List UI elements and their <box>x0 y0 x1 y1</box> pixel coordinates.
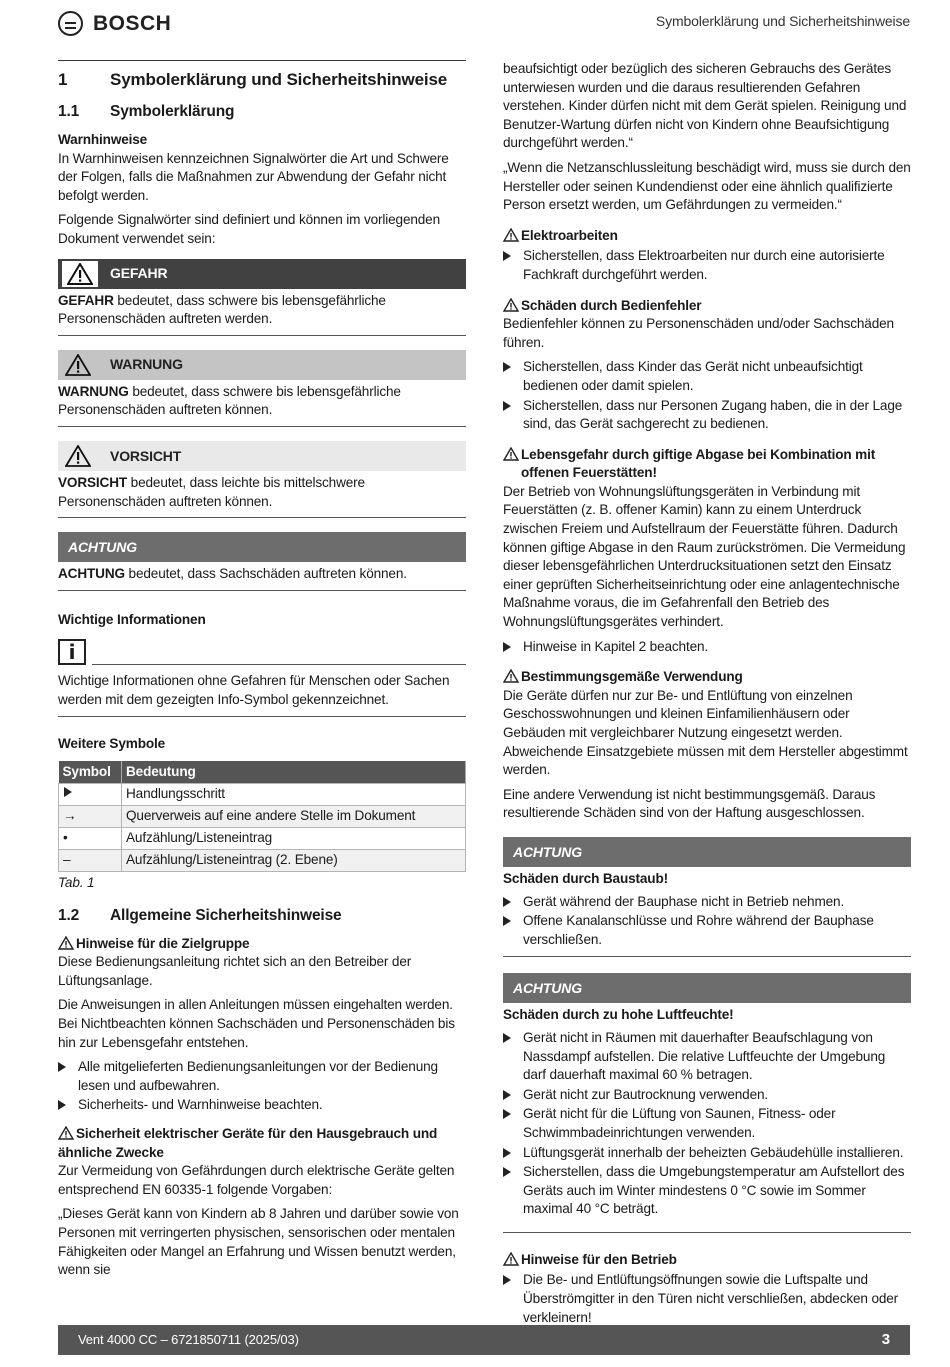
list-item <box>503 638 911 657</box>
list-item <box>503 1163 911 1219</box>
left-column <box>58 60 466 1286</box>
warnhinweise-heading: Warnhinweise <box>58 132 148 147</box>
signal-word: WARNUNG <box>110 356 183 373</box>
list-item-text: Sicherstellen, dass nur Personen Zugang haben, die in der Lage sind, das Gerät sachgerecht zu bedienen. <box>523 397 903 432</box>
warning-triangle-icon <box>503 669 519 683</box>
section-title: Allgemeine Sicherheitshinweise <box>110 906 342 924</box>
signal-word-bold: VORSICHT <box>58 474 128 490</box>
action-step-icon <box>503 1148 511 1158</box>
list-item <box>58 1096 466 1115</box>
achtung-box <box>503 1003 911 1226</box>
table-row <box>59 806 466 828</box>
list-item <box>503 397 911 434</box>
signal-warnung <box>58 350 466 380</box>
list-item-text: Sicherheits- und Warnhinweise beachten. <box>78 1097 323 1113</box>
list-item <box>503 1086 911 1105</box>
heading-text: Sicherheit elektrischer Geräte für den Hausgebrauch und ähnliche Zwecke <box>58 1126 438 1160</box>
warning-triangle-icon <box>503 447 519 461</box>
section-number: 1.1 <box>58 103 80 120</box>
action-step-icon <box>503 1275 511 1285</box>
table-row <box>59 850 466 872</box>
list-item <box>503 247 911 284</box>
table-cell-meaning: Querverweis auf eine andere Stelle im Dokument <box>122 806 466 828</box>
bullet-list <box>503 1029 911 1219</box>
list-item <box>503 1144 911 1163</box>
info-symbol-row <box>58 639 466 665</box>
table-cell-symbol: → <box>59 806 122 828</box>
page-number: 3 <box>881 1330 890 1348</box>
chapter-heading <box>58 60 466 91</box>
list-item-text: Sicherstellen, dass die Umgebungstemperatur am Aufstellort des Geräts auch im Winter mindestens 0 °C sowie im Sommer maximal 40 °C beträgt. <box>523 1164 905 1217</box>
paragraph: Diese Bedienungsanleitung richtet sich an den Betreiber der Lüftungsanlage. <box>58 954 412 988</box>
section-title: Symbolerklärung <box>110 103 235 120</box>
bullet-list <box>58 1058 466 1115</box>
signal-description <box>58 562 466 591</box>
warning-triangle-icon <box>503 228 519 242</box>
paragraph: Bedienfehler können zu Personenschäden und/oder Sachschäden führen. <box>503 316 894 350</box>
bullet-list <box>503 358 911 433</box>
list-item-text: Offene Kanalanschlüsse und Rohre während der Bauphase verschließen. <box>523 913 874 947</box>
action-step-icon <box>58 1100 66 1110</box>
bedienfehler-heading <box>503 297 911 316</box>
table-caption: Tab. 1 <box>58 875 95 891</box>
list-item <box>503 912 911 949</box>
section-heading-1-1 <box>58 101 466 123</box>
paragraph: beaufsichtigt oder bezüglich des sicheren Gebrauchs des Gerätes unterwiesen wurden und die daraus resultierenden Gefahren verstehen. Kinder dürfen nicht mit dem Gerät spielen. Reinigung und Benutzer-Wartung dürfen nicht von Kindern ohne Beaufsichtigung durchgeführt werden.“ <box>503 61 907 151</box>
table-row <box>59 828 466 850</box>
list-item <box>503 893 911 912</box>
right-column <box>503 60 911 1333</box>
list-item <box>503 358 911 395</box>
elektrische-geraete-heading <box>58 1125 466 1162</box>
paragraph: Die Geräte dürfen nur zur Be- und Entlüftung von einzelnen Geschosswohnungen und kleinen Einfamilienhäusern oder Gebäuden mit vergleichbarer Nutzung eingesetzt werden. Abweichende Einsatzgebiete müssen mit dem Hersteller abgestimmt werden. <box>503 687 908 778</box>
weitere-symbole-heading: Weitere Symbole <box>58 735 166 751</box>
table-row <box>59 784 466 806</box>
signal-achtung: ACHTUNG <box>503 973 911 1003</box>
warning-triangle-icon <box>58 1126 74 1140</box>
signal-text: bedeutet, dass Sachschäden auftreten können. <box>124 566 407 582</box>
info-heading: Wichtige Informationen <box>58 611 206 627</box>
page-footer <box>58 1325 910 1355</box>
document-reference: Vent 4000 CC – 6721850711 (2025/03) <box>78 1331 299 1347</box>
action-step-icon <box>503 1090 511 1100</box>
list-item <box>503 1029 911 1085</box>
table-header-row <box>59 761 466 784</box>
list-item-text: Gerät nicht zur Bautrocknung verwenden. <box>523 1086 769 1102</box>
paragraph: In Warnhinweisen kennzeichnen Signalwörter die Art und Schwere der Folgen, falls die Maßnahmen zur Abwendung der Gefahr nicht befolgt werden. <box>58 150 449 203</box>
action-step-icon <box>503 897 511 907</box>
table-cell-meaning: Handlungsschritt <box>122 784 466 806</box>
list-item-text: Sicherstellen, dass Elektroarbeiten nur durch eine autorisierte Fachkraft durchgeführt werden. <box>523 248 885 282</box>
list-item-text: Gerät nicht für die Lüftung von Saunen, Fitness- oder Schwimmbadeinrichtungen verwenden. <box>523 1106 836 1140</box>
symbol-table <box>58 761 466 872</box>
signal-vorsicht <box>58 441 466 471</box>
list-item-text: Gerät nicht in Räumen mit dauerhafter Beaufschlagung von Nassdampf aufstellen. Die relative Luftfeuchte der Umgebung darf dauerhaft maximal 60 % betragen. <box>523 1029 886 1083</box>
action-step-icon <box>503 362 511 372</box>
paragraph: Der Betrieb von Wohnungslüftungsgeräten in Verbindung mit Feuerstätten (z. B. offener Kamin) kann zu einem Unterdruck zwischen Freiem und Aufstellraum der Feuerstätte führen. Dadurch können giftige Abgase in den Raum zurückströmen. Die Vermeidung dieser lebensgefährlichen Unterdrucksituationen setzt den Einsatz einer geprüften Sicherheitseinrichtung oder eine anlagentechnische Maßnahme voraus, die im Gefahrenfall den Betrieb des Wohnungslüftungsgerätes verhindert. <box>503 483 906 630</box>
table-cell-symbol <box>59 784 122 806</box>
column-header-meaning: Bedeutung <box>122 761 466 784</box>
signal-word: GEFAHR <box>110 265 168 282</box>
warning-triangle-icon <box>58 441 98 471</box>
action-step-icon <box>503 401 511 411</box>
paragraph: Die Anweisungen in allen Anleitungen müssen eingehalten werden. Bei Nichtbeachten können Sachschäden und Personenschäden bis hin zur Lebensgefahr entstehen. <box>58 997 455 1050</box>
abgase-heading <box>503 446 911 483</box>
warning-triangle-icon <box>58 936 74 950</box>
paragraph: „Dieses Gerät kann von Kindern ab 8 Jahren und darüber sowie von Personen mit verringerten physischen, sensorischen oder mentalen Fähigkeiten oder Mangel an Erfahrung und Wissen benutzt werden, wenn sie <box>58 1206 459 1278</box>
signal-word-bold: GEFAHR <box>58 292 114 308</box>
paragraph: „Wenn die Netzanschlussleitung beschädigt wird, muss sie durch den Hersteller oder seinen Kundendienst oder eine ähnlich qualifizierte Person ersetzt werden, um Gefährdungen zu vermeiden.“ <box>503 159 911 213</box>
list-item-text: Sicherstellen, dass Kinder das Gerät nicht unbeaufsichtigt bedienen oder damit spielen. <box>523 359 863 393</box>
bullet-list <box>503 1271 911 1327</box>
heading-text: Hinweise für den Betrieb <box>521 1251 677 1267</box>
bullet-list <box>503 893 911 950</box>
chapter-title: Symbolerklärung und Sicherheitshinweise <box>110 70 448 89</box>
verwendung-heading <box>503 668 911 687</box>
list-item-text: Die Be- und Entlüftungsöffnungen sowie die Luftspalte und Überströmgitter in den Türen nicht verschließen, abdecken oder verkleinern! <box>523 1272 899 1325</box>
signal-achtung: ACHTUNG <box>58 532 466 562</box>
paragraph: Eine andere Verwendung ist nicht bestimmungsgemäß. Daraus resultierende Schäden sind von der Haftung ausgeschlossen. <box>503 786 876 821</box>
signal-text: bedeutet, dass schwere bis lebensgefährliche Personenschäden auftreten können. <box>58 383 401 418</box>
heading-text: Schäden durch Bedienfehler <box>521 297 702 313</box>
elektroarbeiten-heading <box>503 227 911 246</box>
bullet-list <box>503 638 911 657</box>
list-item <box>503 1105 911 1142</box>
page-header <box>58 8 910 38</box>
zielgruppe-heading <box>58 935 466 954</box>
action-step-icon <box>503 251 511 261</box>
signal-word-bold: ACHTUNG <box>58 566 125 582</box>
list-item-text: Alle mitgelieferten Bedienungsanleitungen vor der Bedienung lesen und aufbewahren. <box>78 1059 438 1093</box>
betrieb-heading <box>503 1251 911 1270</box>
table-cell-meaning: Aufzählung/Listeneintrag <box>122 828 466 850</box>
action-step-icon <box>58 1062 66 1072</box>
list-item-text: Hinweise in Kapitel 2 beachten. <box>523 638 709 654</box>
divider <box>503 1232 911 1233</box>
list-item-text: Gerät während der Bauphase nicht in Betrieb nehmen. <box>523 893 845 909</box>
signal-description <box>58 380 466 427</box>
list-item <box>503 1271 911 1327</box>
action-step-icon <box>503 1109 511 1119</box>
action-step-icon <box>503 642 511 652</box>
heading-text: Lebensgefahr durch giftige Abgase bei Kombination mit offenen Feuerstätten! <box>521 446 876 481</box>
heading-text: Hinweise für die Zielgruppe <box>76 935 250 951</box>
action-step-icon <box>63 786 73 798</box>
bosch-logo <box>58 11 171 36</box>
signal-text: bedeutet, dass leichte bis mittelschwere Personenschäden auftreten können. <box>58 474 365 509</box>
warning-triangle-icon <box>62 261 98 287</box>
paragraph: Zur Vermeidung von Gefährdungen durch elektrische Geräte gelten entsprechend EN 60335-1 folgende Vorgaben: <box>58 1163 455 1197</box>
action-step-icon <box>503 1033 511 1043</box>
bosch-armature-icon <box>58 11 83 36</box>
column-header-symbol: Symbol <box>59 761 122 784</box>
achtung-title: Schäden durch Baustaub! <box>503 870 668 886</box>
signal-description <box>58 471 466 518</box>
brand-name: BOSCH <box>93 12 172 35</box>
action-step-icon <box>503 1167 511 1177</box>
list-item-text: Lüftungsgerät innerhalb der beheizten Gebäudehülle installieren. <box>523 1144 904 1160</box>
signal-word: VORSICHT <box>110 447 182 464</box>
running-head: Symbolerklärung und Sicherheitshinweise <box>655 13 910 29</box>
achtung-title: Schäden durch zu hohe Luftfeuchte! <box>503 1007 734 1023</box>
divider <box>92 664 466 665</box>
signal-achtung: ACHTUNG <box>503 837 911 867</box>
signal-word-bold: WARNUNG <box>58 383 129 399</box>
signal-text: bedeutet, dass schwere bis lebensgefährliche Personenschäden auftreten werden. <box>58 292 386 327</box>
info-description: Wichtige Informationen ohne Gefahren für Menschen oder Sachen werden mit dem gezeigten Info-Symbol gekennzeichnet. <box>58 669 466 716</box>
warning-triangle-icon <box>503 1252 519 1266</box>
warning-triangle-icon <box>503 298 519 312</box>
bullet-list <box>503 247 911 284</box>
table-cell-symbol: • <box>59 828 122 850</box>
table-cell-meaning: Aufzählung/Listeneintrag (2. Ebene) <box>122 850 466 872</box>
paragraph: Folgende Signalwörter sind definiert und können im vorliegenden Dokument verwendet sein: <box>58 212 440 246</box>
section-heading-1-2 <box>58 905 466 927</box>
list-item <box>58 1058 466 1095</box>
heading-text: Elektroarbeiten <box>521 227 618 243</box>
warning-triangle-icon <box>58 350 98 380</box>
table-cell-symbol: – <box>59 850 122 872</box>
chapter-number: 1 <box>58 70 68 89</box>
section-number: 1.2 <box>58 906 80 924</box>
action-step-icon <box>503 916 511 926</box>
signal-description <box>58 289 466 336</box>
heading-text: Bestimmungsgemäße Verwendung <box>521 669 743 685</box>
info-icon: i <box>58 639 86 665</box>
achtung-box <box>503 867 911 957</box>
signal-gefahr <box>58 259 466 289</box>
